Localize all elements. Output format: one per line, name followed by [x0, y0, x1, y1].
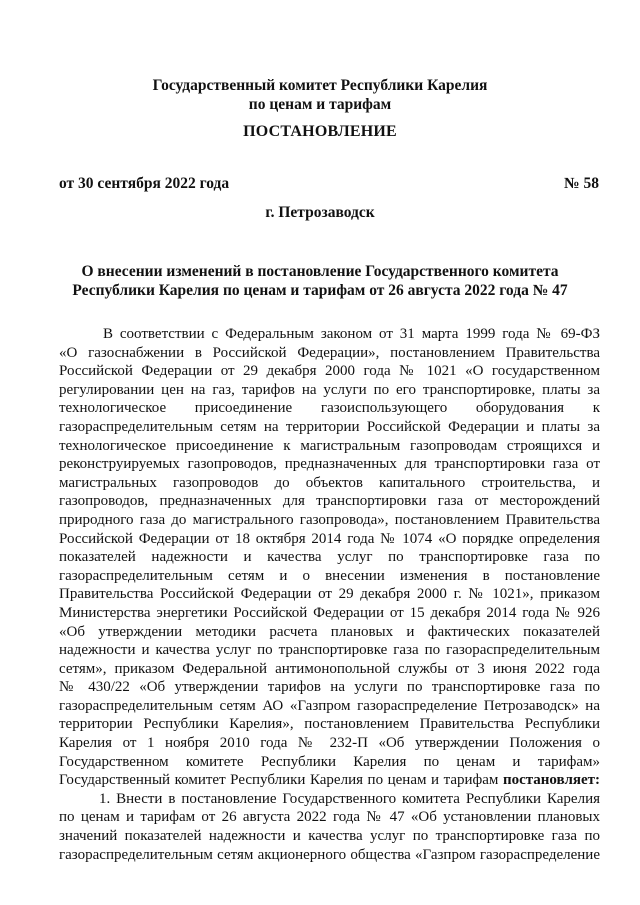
document-subject: [60, 262, 580, 300]
body-line: Государственном комитете Республики Карелия по ценам и тарифам»: [59, 753, 600, 770]
body-line: газораспределительным сетям АО «Газпром газораспределение Петрозаводск» на: [59, 697, 600, 714]
body-line: Правительства Российской Федерации от 29 декабря 2000 г. № 1021», приказом: [59, 586, 600, 603]
body-line: технологическое присоединение газоиспользующего оборудования к: [59, 400, 600, 417]
closing-resolution-word: постановляет:: [502, 772, 600, 789]
closing-prefix: Государственный комитет Республики Карелия по ценам и тарифам: [59, 772, 499, 789]
body-line: надежности и качества услуг по транспортировке газа по газораспределительным: [59, 642, 600, 659]
authority-line-2: по ценам и тарифам: [248, 96, 392, 113]
body-line: Министерства энергетики Российской Федерации от 15 декабря 2014 года № 926: [59, 604, 600, 621]
document-number: № 58: [564, 175, 599, 192]
body-line: магистральных газопроводов до объектов капитального строительства, и: [59, 474, 600, 491]
item-1-line: 1. Внести в постановление Государственного комитета Республики Карелия: [99, 790, 600, 807]
body-line: реконструируемых газопроводов, предназначенных для транспортировки газа от: [59, 456, 600, 473]
body-line: «О газоснабжении в Российской Федерации», постановлением Правительства: [59, 344, 600, 361]
body-line: сетям», приказом Федеральной антимонопольной службы от 3 июня 2022 года: [59, 660, 600, 677]
document-type-title: ПОСТАНОВЛЕНИЕ: [243, 123, 397, 140]
document-city: г. Петрозаводск: [265, 204, 375, 221]
body-line: Российской Федерации от 18 октября 2014 года № 1074 «О порядке определения: [59, 530, 600, 547]
issuing-authority: [60, 76, 580, 114]
body-line: показателей надежности и качества услуг по транспортировке газа по: [59, 549, 600, 566]
body-line: природного газа до магистрального газопровода», постановлением Правительства: [59, 511, 600, 528]
body-line: газораспределительным сетям и о внесении изменения в постановление: [59, 567, 600, 584]
body-line: № 430/22 «Об утверждении тарифов на услуги по транспортировке газа по: [59, 679, 600, 696]
document-body: [59, 325, 600, 864]
item-1-line: газораспределительным сетям акционерного общества «Газпром газораспределение: [59, 846, 600, 863]
body-line: Карелия от 1 ноября 2010 года № 232-П «Об утверждении Положения о: [59, 735, 600, 752]
closing-line: [59, 771, 600, 790]
body-line: В соответствии с Федеральным законом от 31 марта 1999 года № 69-ФЗ: [103, 326, 600, 342]
body-line: регулировании цен на газ, тарифов на услуги по его транспортировке, платы за: [59, 381, 600, 398]
subject-line-2: Республики Карелия по ценам и тарифам от 26 августа 2022 года № 47: [72, 282, 568, 299]
body-line: газопроводов, предназначенных для транспортировки газа от месторождений: [59, 493, 600, 510]
document-date: от 30 сентября 2022 года: [59, 175, 230, 192]
body-line: Российской Федерации от 29 декабря 2000 года № 1021 «О государственном: [59, 363, 600, 380]
body-line: территории Республики Карелия», постановлением Правительства Республики: [59, 716, 600, 733]
item-1-line: по ценам и тарифам от 26 августа 2022 года № 47 «Об установлении плановых: [59, 809, 600, 826]
item-1-line: значений показателей надежности и качества услуг по транспортировке газа по: [59, 828, 600, 845]
body-line: «Об утверждении методики расчета плановых и фактических показателей: [59, 623, 600, 640]
subject-line-1: О внесении изменений в постановление Государственного комитета: [81, 263, 559, 280]
body-line: технологическое присоединение к магистральным газопроводам строящихся и: [59, 437, 600, 454]
authority-line-1: Государственный комитет Республики Карелия: [152, 77, 488, 94]
body-line: газораспределительным сетям на территории Российской Федерации и платы за: [59, 418, 600, 435]
